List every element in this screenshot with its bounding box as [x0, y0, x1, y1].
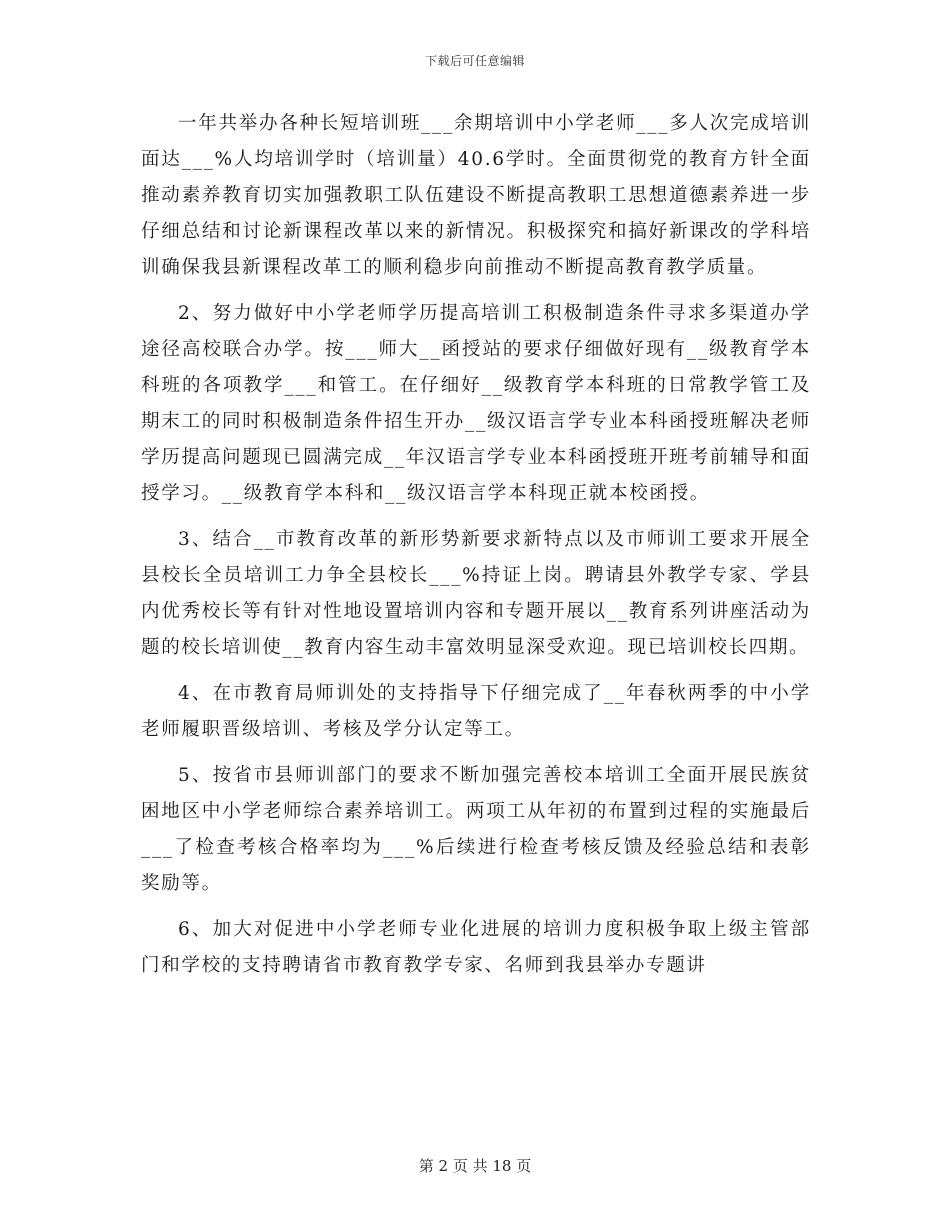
paragraph: 4、在市教育局师训处的支持指导下仔细完成了__年春秋两季的中小学老师履职晋级培训、考核及学分认定等工。	[141, 683, 811, 740]
document-body	[141, 106, 811, 994]
paragraph: 2、努力做好中小学老师学历提高培训工积极制造条件寻求多渠道办学途径高校联合办学。按___师大__函授站的要求仔细做好现有__级教育学本科班的各项教学___和管工。在仔细好__级教育学本科班的日常教学管工及期末工的同时积极制造条件招生开办__级汉语言学专业本科函授班解决老师学历提高问题现已圆满完成__年汉语言学专业本科函授班开班考前辅导和面授学习。__级教育学本科和__级汉语言学本科现正就本校函授。	[141, 303, 811, 504]
paragraph: 5、按省市县师训部门的要求不断加强完善校本培训工全面开展民族贫困地区中小学老师综合素养培训工。两项工从年初的布置到过程的实施最后___了检查考核合格率均为___%后续进行检查考核反馈及经验总结和表彰奖励等。	[141, 765, 811, 894]
paragraph: 一年共举办各种长短培训班___余期培训中小学老师___多人次完成培训面达___%人均培训学时（培训量）40.6学时。全面贯彻党的教育方针全面推动素养教育切实加强教职工队伍建设不断提高教职工思想道德素养进一步仔细总结和讨论新课程改革以来的新情况。积极探究和搞好新课改的学科培训确保我县新课程改革工的顺利稳步向前推动不断提高教育教学质量。	[141, 113, 811, 278]
paragraph: 6、加大对促进中小学老师专业化进展的培训力度积极争取上级主管部门和学校的支持聘请省市教育教学专家、名师到我县举办专题讲	[141, 919, 811, 976]
page-number: 第 2 页 共 18 页	[418, 1157, 532, 1175]
page-header: 下载后可任意编辑	[424, 54, 525, 68]
paragraph: 3、结合__市教育改革的新形势新要求新特点以及市师训工要求开展全县校长全员培训工力争全县校长___%持证上岗。聘请县外教学专家、学县内优秀校长等有针对性地设置培训内容和专题开展以__教育系列讲座活动为题的校长培训使__教育内容生动丰富效明显深受欢迎。现已培训校长四期。	[141, 529, 811, 658]
